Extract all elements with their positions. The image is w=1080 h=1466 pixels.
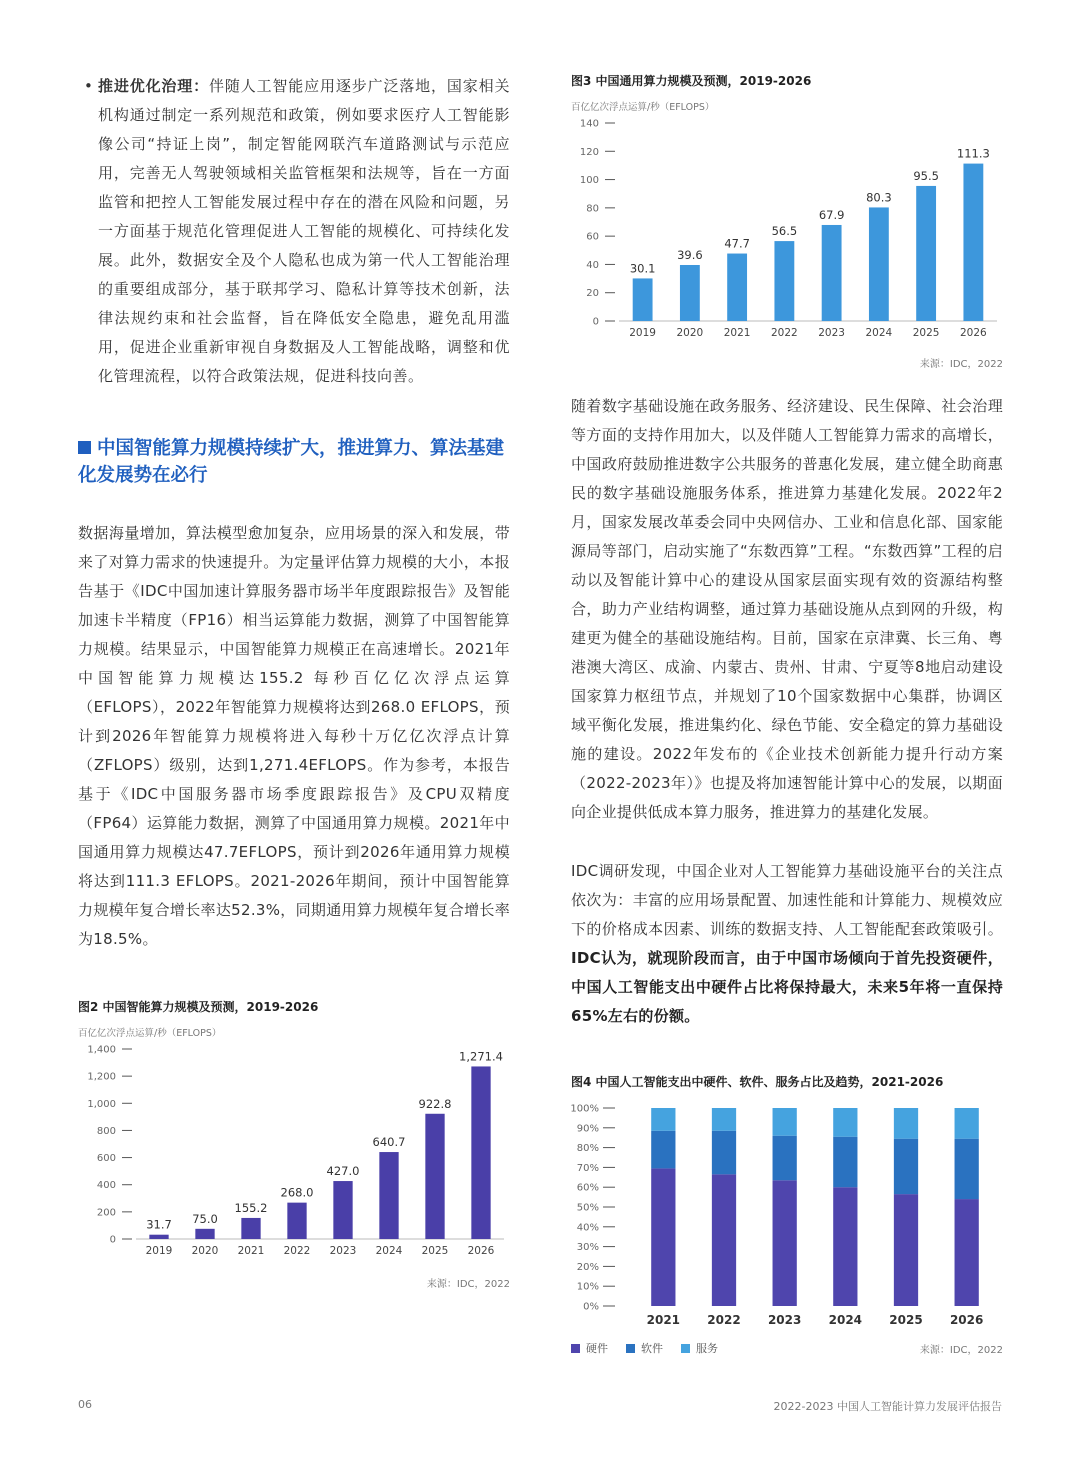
bar bbox=[379, 1152, 398, 1239]
y-tick-label: 0 bbox=[109, 1234, 116, 1246]
data-label: 640.7 bbox=[372, 1135, 406, 1150]
x-tick-label: 2021 bbox=[723, 327, 751, 339]
figure-2-source: 来源：IDC，2022 bbox=[426, 1279, 510, 1290]
x-tick-label: 2023 bbox=[818, 327, 845, 339]
x-tick-label: 2023 bbox=[329, 1245, 357, 1257]
y-tick-label: 120 bbox=[579, 146, 599, 158]
bar bbox=[195, 1229, 214, 1239]
stacked-bar-segment bbox=[712, 1131, 736, 1175]
data-label: 39.6 bbox=[677, 247, 703, 262]
stacked-bar-segment bbox=[651, 1168, 675, 1306]
figure-2-chart bbox=[78, 1039, 510, 1261]
right-body-paragraph-2 bbox=[571, 857, 1003, 1031]
figure-4-chart bbox=[571, 1098, 1003, 1332]
legend-item-software bbox=[626, 1340, 663, 1356]
left-column bbox=[78, 72, 510, 1290]
x-tick-label: 2024 bbox=[375, 1245, 403, 1257]
bullet-lead: 推进优化治理： bbox=[98, 77, 210, 95]
bar bbox=[333, 1181, 352, 1239]
stacked-bar-segment bbox=[894, 1194, 918, 1306]
y-tick-label: 50% bbox=[576, 1202, 599, 1214]
data-label: 95.5 bbox=[913, 168, 939, 183]
bar bbox=[963, 164, 983, 321]
x-tick-label: 2021 bbox=[646, 1313, 681, 1327]
figure-2 bbox=[78, 998, 510, 1290]
stacked-bar-segment bbox=[955, 1199, 979, 1306]
y-tick-label: 200 bbox=[96, 1207, 116, 1219]
figure-4-legend bbox=[571, 1340, 718, 1356]
stacked-bar-segment bbox=[773, 1136, 797, 1181]
x-tick-label: 2020 bbox=[191, 1245, 219, 1257]
x-tick-label: 2024 bbox=[828, 1313, 863, 1327]
legend-item-hardware bbox=[571, 1340, 608, 1356]
stacked-bar-segment bbox=[651, 1131, 675, 1169]
footer-report-title: 2022-2023 中国人工智能计算力发展评估报告 bbox=[773, 1400, 1002, 1413]
figure-3-chart bbox=[571, 113, 1003, 343]
y-tick-label: 0 bbox=[592, 316, 599, 328]
x-tick-label: 2019 bbox=[145, 1245, 173, 1257]
data-label: 47.7 bbox=[724, 236, 750, 251]
figure-3-unit: 百亿亿次浮点运算/秒（EFLOPS） bbox=[571, 102, 715, 113]
bar bbox=[241, 1218, 260, 1239]
figure-3 bbox=[571, 72, 1003, 370]
x-tick-label: 2024 bbox=[865, 327, 893, 339]
section-title bbox=[78, 435, 510, 489]
stacked-bar-segment bbox=[833, 1108, 857, 1137]
bar bbox=[149, 1235, 168, 1239]
x-tick-label: 2022 bbox=[283, 1245, 311, 1257]
y-tick-label: 400 bbox=[96, 1180, 116, 1192]
y-tick-label: 90% bbox=[576, 1123, 599, 1135]
y-tick-label: 30% bbox=[576, 1242, 599, 1254]
x-tick-label: 2026 bbox=[960, 327, 987, 339]
bar bbox=[727, 254, 747, 321]
data-label: 56.5 bbox=[771, 224, 798, 239]
x-tick-label: 2021 bbox=[237, 1245, 265, 1257]
figure-4 bbox=[571, 1073, 1003, 1356]
paragraph-2-bold: IDC认为，就现阶段而言，由于中国市场倾向于首先投资硬件，中国人工智能支出中硬件占比将保持最大，未来5年将一直保持65%左右的份额。 bbox=[571, 949, 1003, 1025]
y-tick-label: 1,000 bbox=[87, 1098, 116, 1110]
section-title-text: 中国智能算力规模持续扩大，推进算力、算法基建化发展势在必行 bbox=[78, 438, 505, 486]
right-column bbox=[571, 72, 1003, 1356]
figure-3-title: 图3 中国通用算力规模及预测，2019-2026 bbox=[571, 74, 812, 88]
stacked-bar-segment bbox=[712, 1174, 736, 1306]
data-label: 80.3 bbox=[866, 190, 892, 205]
y-tick-label: 100% bbox=[571, 1103, 599, 1115]
y-tick-label: 80 bbox=[586, 203, 599, 215]
y-tick-label: 40% bbox=[576, 1222, 599, 1234]
y-tick-label: 800 bbox=[96, 1125, 116, 1137]
x-tick-label: 2025 bbox=[889, 1313, 923, 1327]
y-tick-label: 140 bbox=[579, 118, 599, 130]
x-tick-label: 2019 bbox=[629, 327, 656, 339]
stacked-bar-segment bbox=[833, 1187, 857, 1306]
bar bbox=[680, 265, 700, 321]
legend-label-service: 服务 bbox=[696, 1342, 718, 1355]
y-tick-label: 60 bbox=[586, 231, 599, 243]
stacked-bar-segment bbox=[955, 1108, 979, 1139]
stacked-bar-segment bbox=[894, 1108, 918, 1139]
figure-3-source: 来源：IDC，2022 bbox=[919, 359, 1003, 370]
data-label: 922.8 bbox=[418, 1096, 452, 1111]
bullet-dot: • bbox=[84, 77, 94, 95]
bar bbox=[425, 1114, 444, 1239]
y-tick-label: 600 bbox=[96, 1153, 116, 1165]
data-label: 111.3 bbox=[956, 146, 990, 161]
stacked-bar-segment bbox=[712, 1108, 736, 1131]
y-tick-label: 1,200 bbox=[87, 1071, 116, 1083]
figure-4-footer bbox=[571, 1340, 1003, 1356]
x-tick-label: 2026 bbox=[949, 1313, 984, 1327]
stacked-bar-segment bbox=[773, 1108, 797, 1136]
stacked-bar-segment bbox=[773, 1180, 797, 1306]
y-tick-label: 70% bbox=[576, 1162, 599, 1174]
bullet-text: 伴随人工智能应用逐步广泛落地，国家相关机构通过制定一系列规范和政策，例如要求医疗人工智能影像公司“持证上岗”，制定智能网联汽车道路测试与示范应用，完善无人驾驶领域相关监管框架和法规等，旨在一方面监管和把控人工智能发展过程中存在的潜在风险和问题，另一方面基于规范化管理促进人工智能的规模化、可持续化发展。此外，数据安全及个人隐私也成为第一代人工智能治理的重要组成部分，基于联邦学习、隐私计算等技术创新，法律法规约束和社会监督，旨在降低安全隐患，避免乱用滥用，促进企业重新审视自身数据及人工智能战略，调整和优化管理流程，以符合政策法规，促进科技向善。 bbox=[98, 77, 510, 385]
x-tick-label: 2020 bbox=[676, 327, 704, 339]
bar bbox=[774, 241, 794, 321]
bar bbox=[471, 1066, 490, 1239]
stacked-bar-segment bbox=[955, 1139, 979, 1199]
x-tick-label: 2026 bbox=[467, 1245, 495, 1257]
paragraph-2-normal: IDC调研发现，中国企业对人工智能算力基础设施平台的关注点依次为：丰富的应用场景配置、加速性能和计算能力、规模效应下的价格成本因素、训练的数据支持、人工智能配套政策吸引。 bbox=[571, 862, 1003, 938]
legend-swatch-hardware bbox=[571, 1344, 580, 1353]
bar bbox=[916, 186, 936, 321]
figure-4-title: 图4 中国人工智能支出中硬件、软件、服务占比及趋势，2021-2026 bbox=[571, 1075, 944, 1089]
y-tick-label: 1,400 bbox=[87, 1044, 116, 1056]
y-tick-label: 20 bbox=[586, 288, 599, 300]
y-tick-label: 0% bbox=[583, 1301, 599, 1313]
bar bbox=[287, 1203, 306, 1239]
figure-2-unit: 百亿亿次浮点运算/秒（EFLOPS） bbox=[78, 1028, 222, 1039]
bullet-paragraph bbox=[78, 72, 510, 391]
data-label: 67.9 bbox=[818, 207, 845, 222]
figure-4-source: 来源：IDC，2022 bbox=[919, 1344, 1003, 1356]
legend-item-service bbox=[681, 1340, 718, 1356]
legend-swatch-software bbox=[626, 1344, 635, 1353]
bar bbox=[633, 278, 653, 321]
page-number: 06 bbox=[78, 1398, 92, 1411]
y-tick-label: 60% bbox=[576, 1182, 599, 1194]
x-tick-label: 2022 bbox=[771, 327, 798, 339]
x-tick-label: 2025 bbox=[421, 1245, 449, 1257]
legend-swatch-service bbox=[681, 1344, 690, 1353]
x-tick-label: 2022 bbox=[707, 1313, 741, 1327]
data-label: 427.0 bbox=[326, 1164, 360, 1179]
stacked-bar-segment bbox=[651, 1108, 675, 1131]
legend-label-hardware: 硬件 bbox=[586, 1342, 608, 1355]
figure-2-title: 图2 中国智能算力规模及预测，2019-2026 bbox=[78, 1000, 319, 1014]
x-tick-label: 2025 bbox=[912, 327, 940, 339]
square-marker-icon bbox=[78, 441, 91, 454]
legend-label-software: 软件 bbox=[641, 1342, 663, 1355]
bar bbox=[869, 207, 889, 321]
y-tick-label: 20% bbox=[576, 1261, 599, 1273]
data-label: 30.1 bbox=[629, 261, 656, 276]
data-label: 1,271.4 bbox=[459, 1049, 503, 1064]
y-tick-label: 40 bbox=[586, 259, 599, 271]
bar bbox=[822, 225, 842, 321]
right-body-paragraph-1: 随着数字基础设施在政务服务、经济建设、民生保障、社会治理等方面的支持作用加大，以及伴随人工智能算力需求的高增长，中国政府鼓励推进数字公共服务的普惠化发展，建立健全助商惠民的数字基础设施服务体系，推进算力基建化发展。2022年2月，国家发展改革委会同中央网信办、工业和信息化部、国家能源局等部门，启动实施了“东数西算”工程。“东数西算”工程的启动以及智能计算中心的建设从国家层面实现有效的资源结构整合，助力产业结构调整，通过算力基础设施从点到网的升级，构建更为健全的基础设施结构。目前，国家在京津冀、长三角、粤港澳大湾区、成渝、内蒙古、贵州、甘肃、宁夏等8地启动建设国家算力枢纽节点，并规划了10个国家数据中心集群，协调区域平衡化发展，推进集约化、绿色节能、安全稳定的算力基础设施的建设。2022年发布的《企业技术创新能力提升行动方案（2022-2023年）》也提及将加速智能计算中心的发展，以期面向企业提供低成本算力服务，推进算力的基建化发展。 bbox=[571, 397, 1003, 821]
y-tick-label: 100 bbox=[579, 175, 599, 187]
left-body-paragraph: 数据海量增加，算法模型愈加复杂，应用场景的深入和发展，带来了对算力需求的快速提升。为定量评估算力规模的大小，本报告基于《IDC中国加速计算服务器市场半年度跟踪报告》及智能加速卡半精度（FP16）相当运算能力数据，测算了中国智能算力规模。结果显示，中国智能算力规模正在高速增长。2021年中国智能算力规模达155.2 每秒百亿亿次浮点运算（EFLOPS），2022年智能算力规模将达到268.0 EFLOPS，预计到2026年智能算力规模将进入每秒十万亿亿次浮点计算（ZFLOPS）级别，达到1,271.4EFLOPS。作为参考，本报告基于《IDC中国服务器市场季度跟踪报告》及CPU双精度（FP64）运算能力数据，测算了中国通用算力规模。2021年中国通用算力规模达47.7EFLOPS，预计到2026年通用算力规模将达到111.3 EFLOPS。2021-2026年期间，预计中国智能算力规模年复合增长率达52.3%，同期通用算力规模年复合增长率为18.5%。 bbox=[78, 524, 510, 948]
data-label: 155.2 bbox=[234, 1200, 268, 1215]
stacked-bar-segment bbox=[894, 1139, 918, 1194]
y-tick-label: 10% bbox=[576, 1281, 599, 1293]
stacked-bar-segment bbox=[833, 1137, 857, 1187]
data-label: 75.0 bbox=[192, 1211, 218, 1226]
y-tick-label: 80% bbox=[576, 1143, 599, 1155]
x-tick-label: 2023 bbox=[767, 1313, 802, 1327]
data-label: 31.7 bbox=[146, 1217, 172, 1232]
data-label: 268.0 bbox=[280, 1185, 314, 1200]
